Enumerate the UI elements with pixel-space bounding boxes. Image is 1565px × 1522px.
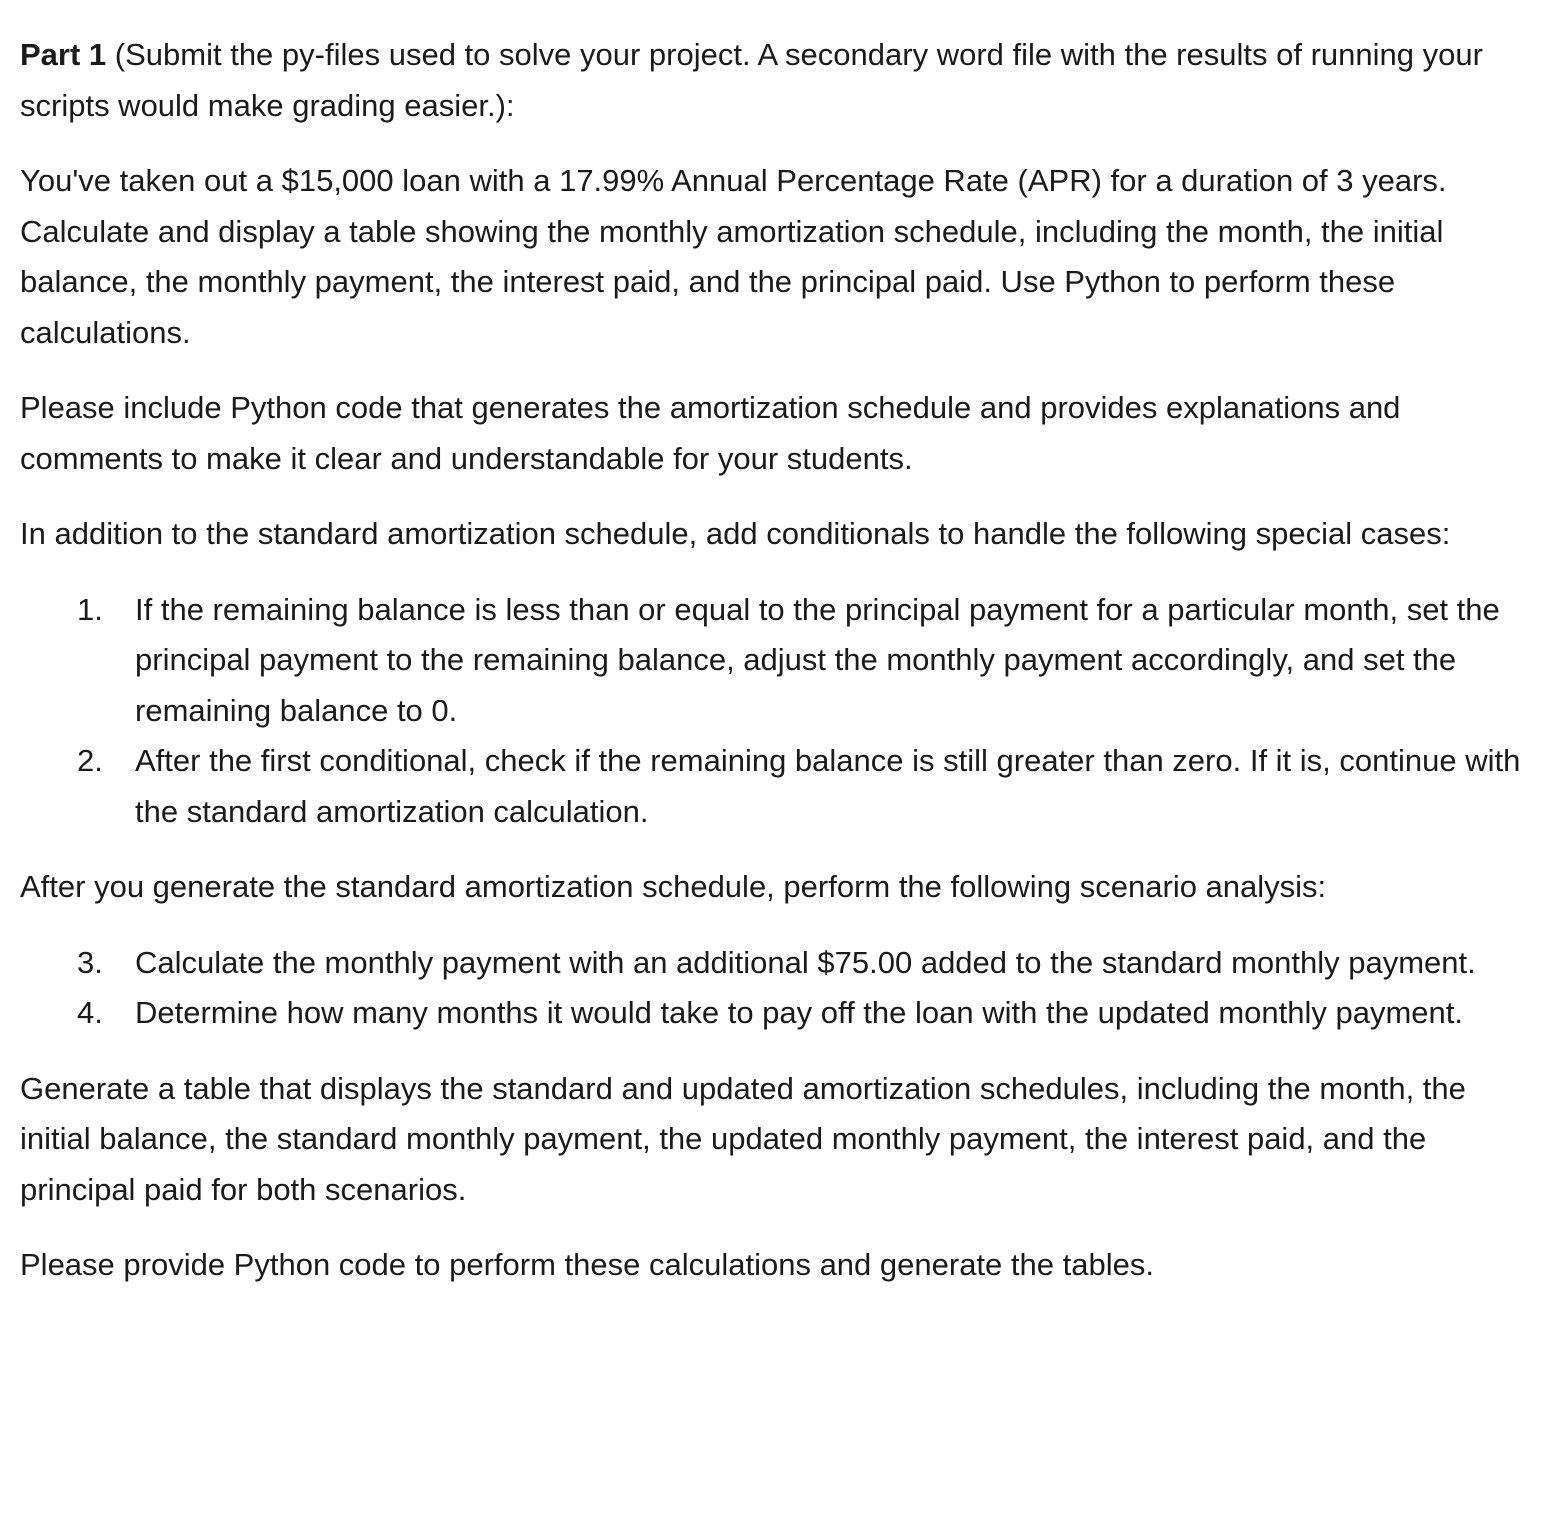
list-item-text: After the first conditional, check if the remaining balance is still greater than zero. If it is, continue with the standard amortization calculation.: [135, 743, 1521, 829]
closing-paragraph: Please provide Python code to perform these calculations and generate the tables.: [20, 1247, 1154, 1282]
part-intro-text: (Submit the py-files used to solve your project. A secondary word file with the results of running your scripts would make grading easier.):: [20, 37, 1483, 123]
list-item: [20, 988, 1525, 1039]
list-item-text: Calculate the monthly payment with an additional $75.00 added to the standard monthly payment.: [135, 944, 1476, 980]
table-request-paragraph: Generate a table that displays the standard and updated amortization schedules, including the month, the initial balance, the standard monthly payment, the updated monthly payment, the interest paid, and the principal paid for both scenarios.: [20, 1070, 1466, 1207]
list-item-number: 2.: [77, 743, 103, 778]
list-item-number: 3.: [77, 944, 103, 980]
list-item-text: If the remaining balance is less than or equal to the principal payment for a particular month, set the principal payment to the remaining balance, adjust the monthly payment accordingly, and set the remaining balance to 0.: [135, 591, 1500, 728]
list-item-text: Determine how many months it would take to pay off the loan with the updated monthly payment.: [135, 995, 1464, 1030]
code-request-paragraph: Please include Python code that generates the amortization schedule and provides explanations and comments to make it clear and understandable for your students.: [20, 390, 1401, 476]
list-item: [20, 736, 1525, 837]
loan-description-paragraph: You've taken out a $15,000 loan with a 17.99% Annual Percentage Rate (APR) for a duration of 3 years. Calculate and display a table showing the monthly amortization schedule, including the month, the initial balance, the monthly payment, the interest paid, and the principal paid. Use Python to perform these calculations.: [20, 163, 1447, 350]
special-cases-list: [20, 585, 1525, 838]
list-item-number: 1.: [77, 591, 103, 627]
special-cases-paragraph: In addition to the standard amortization schedule, add conditionals to handle the following special cases:: [20, 516, 1451, 551]
list-item-number: 4.: [77, 995, 103, 1030]
part-heading: Part 1: [20, 37, 107, 72]
assignment-document: [20, 30, 1525, 1316]
scenario-list: [20, 938, 1525, 1039]
scenario-analysis-paragraph: After you generate the standard amortization schedule, perform the following scenario analysis:: [20, 869, 1327, 904]
list-item: [20, 938, 1525, 989]
part-intro-paragraph: [20, 30, 1525, 131]
list-item: [20, 585, 1525, 737]
